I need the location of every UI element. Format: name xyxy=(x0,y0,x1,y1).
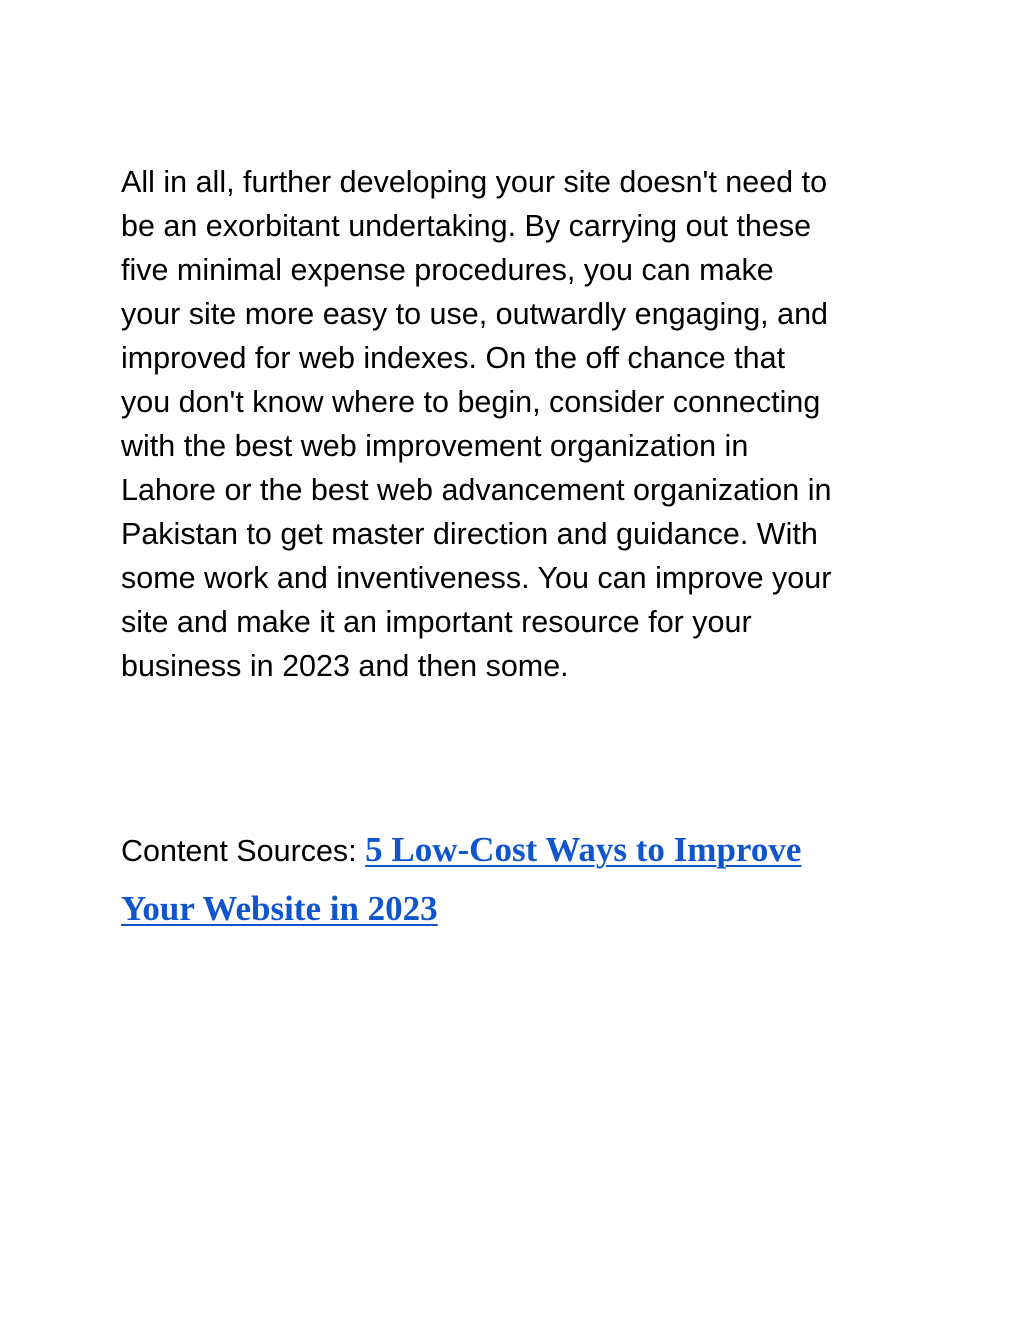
paragraph-line: your site more easy to use, outwardly engaging, and xyxy=(121,297,828,331)
content-sources xyxy=(121,824,921,942)
source-article-link-continued[interactable]: Your Website in 2023 xyxy=(121,889,438,928)
paragraph-line: site and make it an important resource for your xyxy=(121,605,752,639)
paragraph-line: with the best web improvement organization in xyxy=(121,429,749,463)
content-sources-label: Content Sources: xyxy=(121,834,366,868)
content-sources-line-1 xyxy=(121,824,921,883)
paragraph-line: Pakistan to get master direction and guidance. With xyxy=(121,517,818,551)
paragraph-line: some work and inventiveness. You can improve your xyxy=(121,561,832,595)
paragraph-line: five minimal expense procedures, you can make xyxy=(121,253,774,287)
paragraph-line: Lahore or the best web advancement organization in xyxy=(121,473,832,507)
content-sources-line-2 xyxy=(121,883,921,942)
paragraph-line: business in 2023 and then some. xyxy=(121,649,569,683)
paragraph-line: improved for web indexes. On the off chance that xyxy=(121,341,786,375)
paragraph-line: you don't know where to begin, consider connecting xyxy=(121,385,821,419)
paragraph-line: All in all, further developing your site doesn't need to xyxy=(121,165,828,199)
source-article-link[interactable]: 5 Low-Cost Ways to Improve xyxy=(365,830,802,869)
paragraph-line: be an exorbitant undertaking. By carrying out these xyxy=(121,209,812,243)
body-paragraph xyxy=(121,160,911,688)
